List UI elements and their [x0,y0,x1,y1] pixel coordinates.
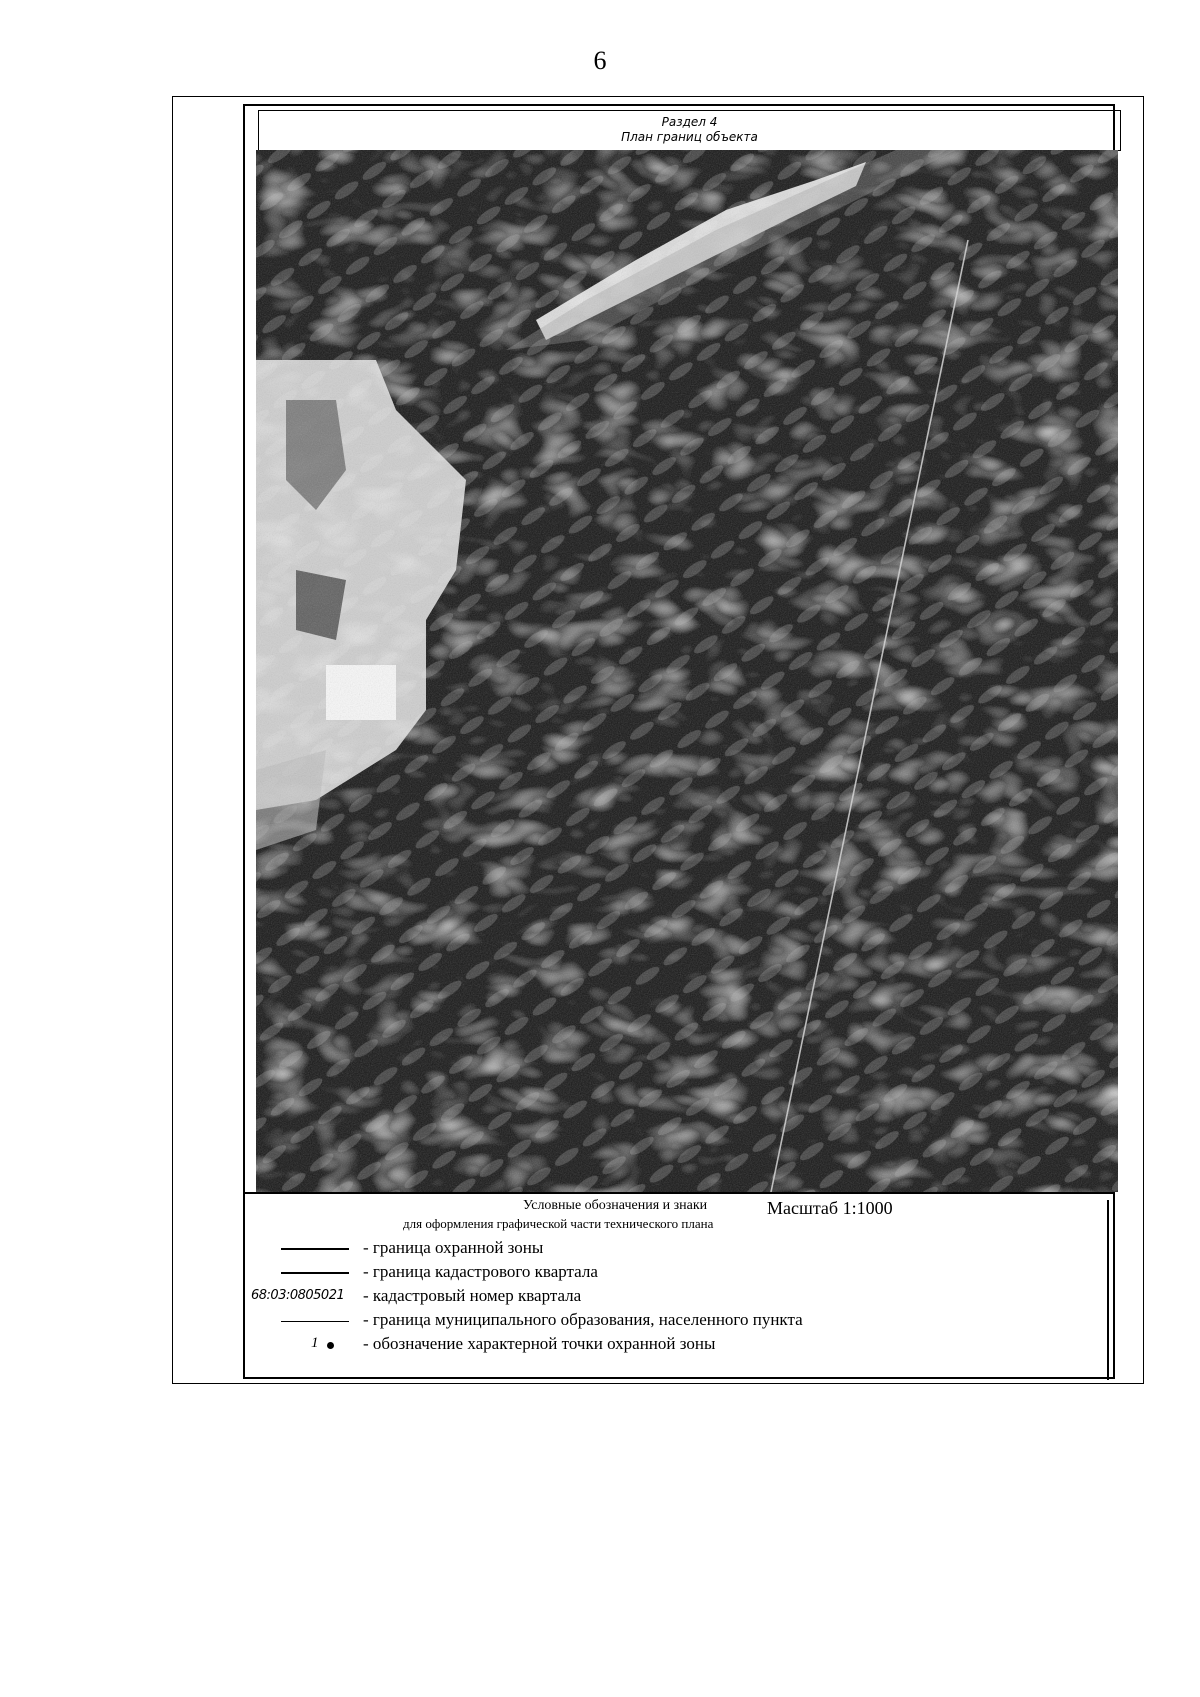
legend-title: Условные обозначения и знаки [523,1198,708,1213]
legend [243,1192,1115,1380]
cadastral-block-line-symbol [281,1272,349,1274]
page-number: 6 [593,46,607,75]
legend-subtitle: для оформления графической части технического плана [403,1216,714,1231]
section-title: План границ объекта [621,130,758,144]
map-grain [256,150,1118,1192]
section-label: Раздел 4 [661,115,718,129]
legend-item-label: - граница муниципального образования, населенного пункта [363,1310,803,1329]
point-dot-icon [327,1342,334,1349]
municipal-boundary-line-symbol [281,1321,349,1322]
satellite-photo [256,150,1118,1192]
map-image [256,150,1118,1192]
cadastral-number-symbol: 68:03:0805021 [251,1288,345,1303]
protection-zone-line-symbol [281,1248,349,1250]
point-number-symbol: 1 [311,1335,319,1351]
section-header [258,110,1121,151]
legend-right-border [1107,1200,1109,1380]
legend-item-label: - граница охранной зоны [363,1238,544,1257]
legend-scale: Масштаб 1:1000 [767,1198,893,1218]
legend-item-label: - обозначение характерной точки охранной зоны [363,1334,716,1353]
legend-divider [243,1192,1115,1194]
legend-item-label: - кадастровый номер квартала [363,1286,582,1305]
legend-item-label: - граница кадастрового квартала [363,1262,598,1281]
